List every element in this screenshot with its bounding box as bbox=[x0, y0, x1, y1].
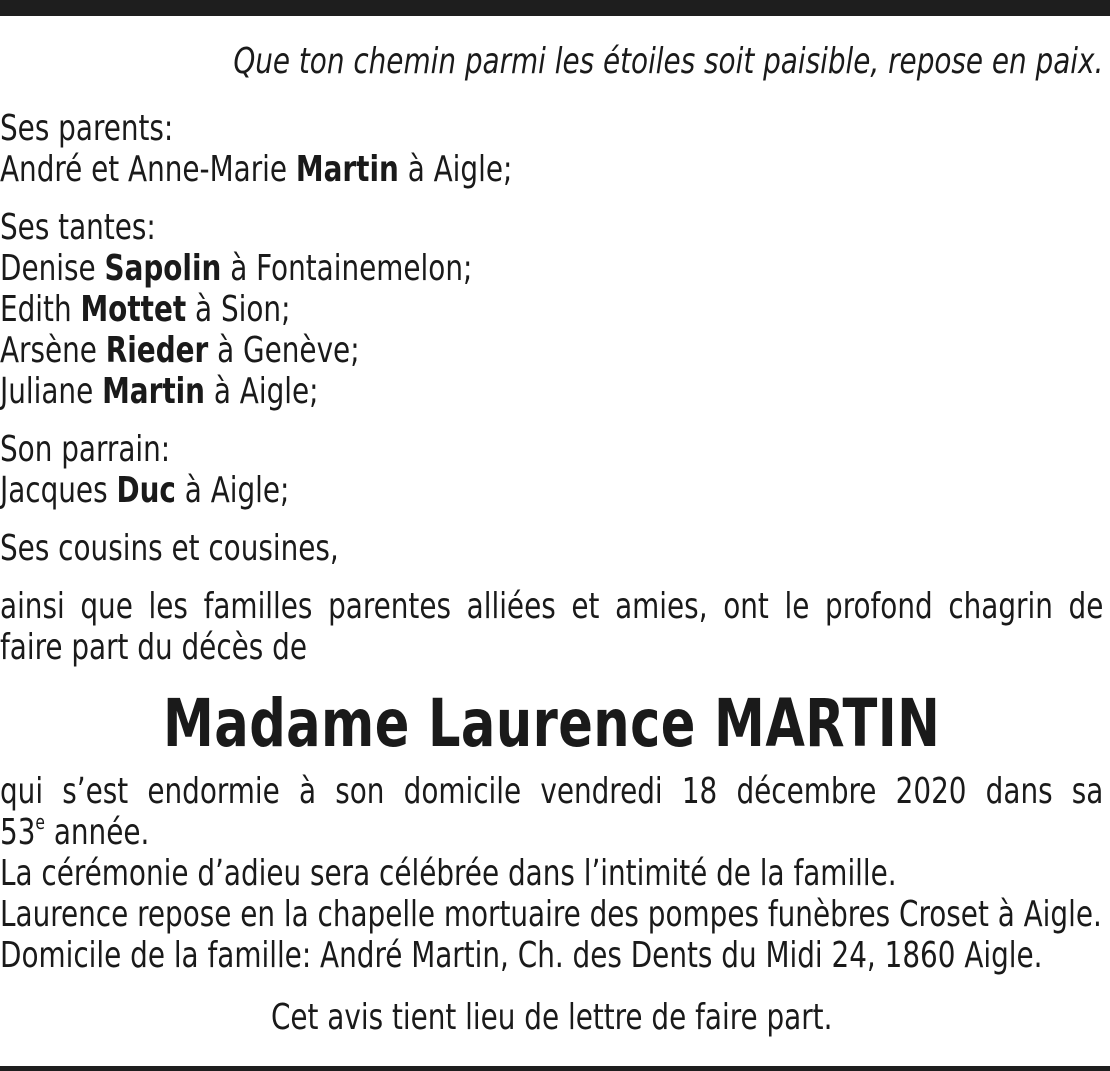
bottom-rule bbox=[0, 1066, 1110, 1071]
entry-surname: Martin bbox=[295, 149, 399, 190]
entry-surname: Sapolin bbox=[104, 248, 222, 289]
age-suffix: e bbox=[35, 810, 45, 834]
entry-place: à Aigle; bbox=[184, 470, 290, 511]
entry-first-name: Arsène bbox=[0, 330, 97, 371]
epitaph-quote: Que ton chemin parmi les étoiles soit paisible, repose en paix. bbox=[233, 41, 1104, 82]
domicile-line: Domicile de la famille: André Martin, Ch. des Dents du Midi 24, 1860 Aigle. bbox=[0, 935, 1043, 976]
entry-place: à Sion; bbox=[195, 289, 291, 330]
aunt-entry bbox=[0, 289, 1103, 330]
ceremony-line: La cérémonie d’adieu sera célébrée dans l’intimité de la famille. bbox=[0, 853, 897, 894]
entry-first-name: Juliane bbox=[0, 371, 94, 412]
entry-surname: Martin bbox=[102, 371, 206, 412]
closing-note: Cet avis tient lieu de lettre de faire part. bbox=[270, 997, 833, 1038]
entry-place: à Fontainemelon; bbox=[230, 248, 473, 289]
entry-place: à Aigle; bbox=[213, 371, 319, 412]
entry-first-name: Jacques bbox=[0, 470, 108, 511]
details-paragraph bbox=[0, 771, 1103, 976]
entry-first-name: Denise bbox=[0, 248, 96, 289]
entry-surname: Rieder bbox=[105, 330, 209, 371]
parents-entry bbox=[0, 149, 1103, 190]
age-number: 53 bbox=[0, 812, 36, 853]
aunts-section bbox=[0, 207, 1103, 412]
godfather-heading: Son parrain: bbox=[0, 429, 171, 470]
entry-place: à Genève; bbox=[217, 330, 360, 371]
entry-place: à Aigle; bbox=[407, 149, 513, 190]
age-word: année. bbox=[53, 812, 150, 853]
families-line-1: ainsi que les familles parentes alliées et amies, ont le profond chagrin de bbox=[0, 586, 1104, 627]
parents-section bbox=[0, 108, 1103, 190]
entry-surname: Mottet bbox=[80, 289, 187, 330]
families-paragraph bbox=[0, 586, 1103, 668]
age-line bbox=[0, 812, 1103, 853]
chapel-line: Laurence repose en la chapelle mortuaire des pompes funèbres Croset à Aigle. bbox=[0, 894, 1102, 935]
parents-heading: Ses parents: bbox=[0, 108, 174, 149]
obituary-notice bbox=[0, 40, 1103, 1040]
godfather-section bbox=[0, 429, 1103, 511]
entry-first-name: Edith bbox=[0, 289, 72, 330]
aunt-entry bbox=[0, 371, 1103, 412]
entry-surname: Duc bbox=[116, 470, 176, 511]
death-date-line: qui s’est endormie à son domicile vendredi 18 décembre 2020 dans sa bbox=[0, 771, 1104, 812]
entry-first-name: André et Anne-Marie bbox=[0, 149, 288, 190]
aunt-entry bbox=[0, 248, 1103, 289]
deceased-name: Madame Laurence MARTIN bbox=[163, 685, 941, 762]
families-line-2: faire part du décès de bbox=[0, 627, 307, 668]
top-rule bbox=[0, 0, 1110, 16]
aunts-heading: Ses tantes: bbox=[0, 207, 156, 248]
aunt-entry bbox=[0, 330, 1103, 371]
cousins-line: Ses cousins et cousines, bbox=[0, 528, 339, 569]
godfather-entry bbox=[0, 470, 1103, 511]
